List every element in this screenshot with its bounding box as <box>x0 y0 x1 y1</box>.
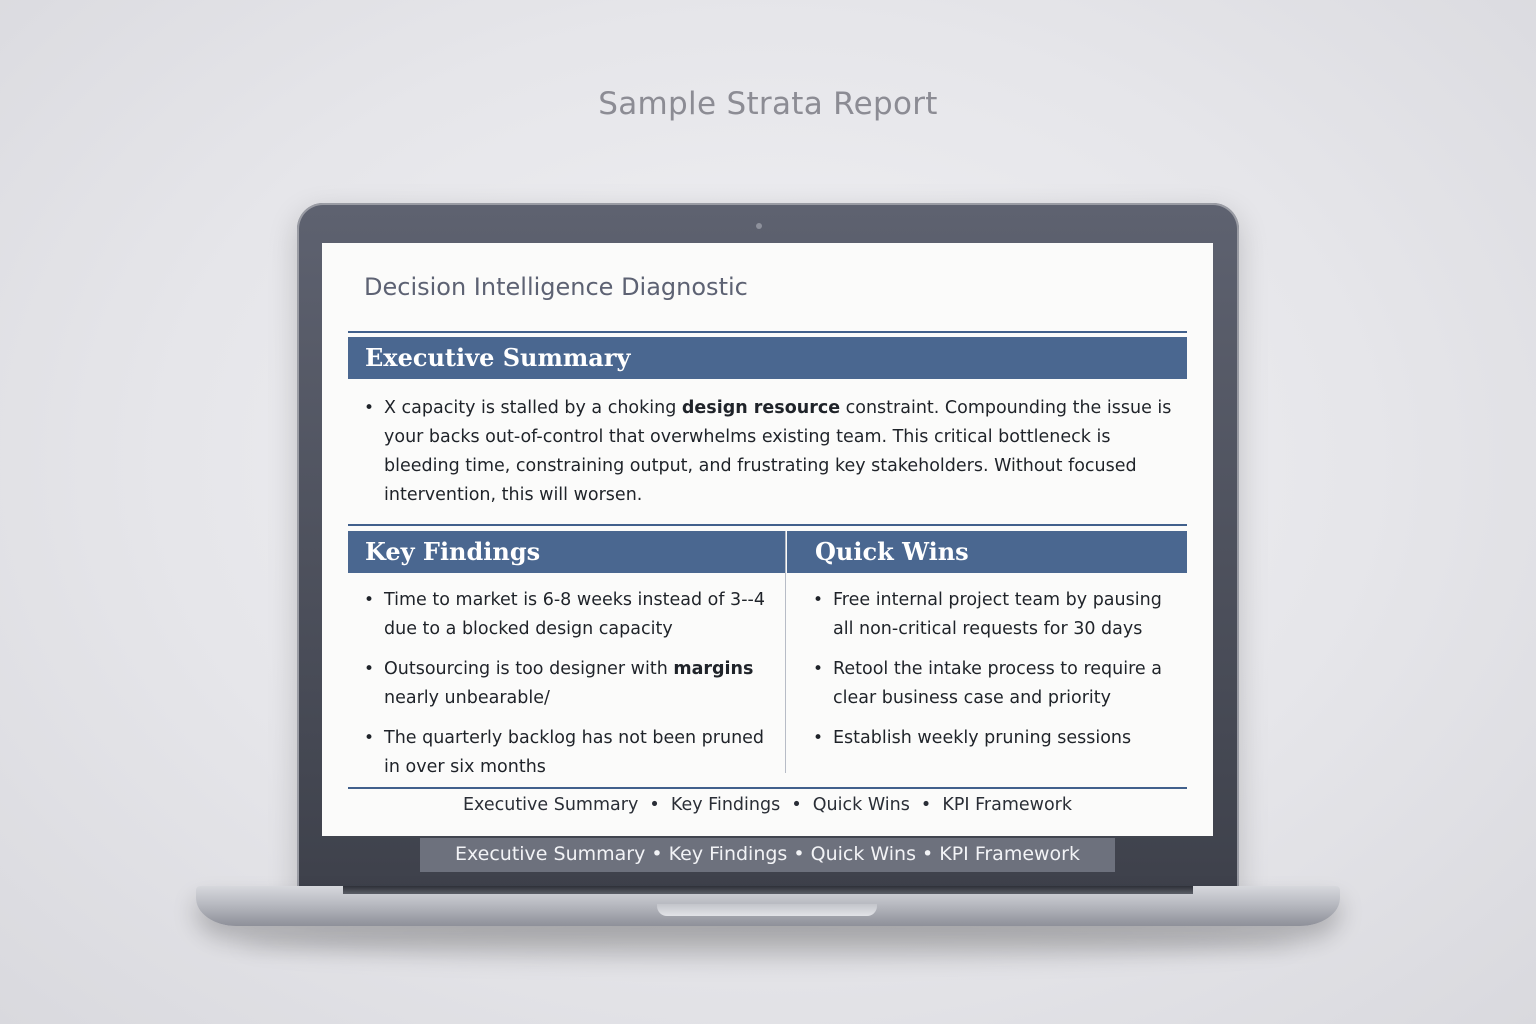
bezel-caption: Executive Summary • Key Findings • Quick Wins • KPI Framework <box>420 838 1115 872</box>
key-findings-list <box>364 586 774 793</box>
list-item: • Establish weekly pruning sessions <box>813 724 1183 753</box>
webcam-icon <box>756 223 762 229</box>
quick-wins-list <box>813 586 1183 764</box>
list-item: • Retool the intake process to require a clear business case and priority <box>813 655 1183 713</box>
laptop-screen <box>322 243 1213 836</box>
list-item: • The quarterly backlog has not been pruned in over six months <box>364 724 774 782</box>
list-item <box>364 655 774 713</box>
summary-text-start: X capacity is stalled by a choking <box>384 398 682 418</box>
summary-text-bold: design resource <box>681 398 841 418</box>
section-rule <box>348 524 1187 526</box>
list-item: • Time to market is 6-8 weeks instead of 3--4 due to a blocked design capacity <box>364 586 774 644</box>
laptop-shadow <box>240 922 1296 962</box>
laptop-notch <box>657 904 877 916</box>
list-item <box>364 394 1174 510</box>
finding-text-end: nearly unbearable/ <box>384 688 550 708</box>
executive-summary-heading: Executive Summary <box>348 337 1187 379</box>
keyboard-strip <box>343 886 1193 894</box>
document-title: Decision Intelligence Diagnostic <box>364 273 748 301</box>
finding-text-bold: margins <box>673 659 754 679</box>
key-findings-heading: Key Findings <box>348 531 785 573</box>
column-divider <box>785 531 786 773</box>
list-item: • Free internal project team by pausing all non-critical requests for 30 days <box>813 586 1183 644</box>
executive-summary-list <box>364 394 1174 510</box>
quick-wins-heading: Quick Wins <box>787 531 1187 573</box>
banner-title: Sample Strata Report <box>598 86 938 122</box>
summary-text-end: constraint. Compounding the issue is your backs out-of-control that overwhelms existing team. This critical bottleneck is bleeding time, constraining output, and frustrating key stakeholders. Without focused intervention, this will worsen. <box>384 398 1172 505</box>
footer-nav: Executive Summary • Key Findings • Quick Wins • KPI Framework <box>462 795 1073 815</box>
section-rule <box>348 331 1187 333</box>
finding-text-start: Outsourcing is too designer with <box>384 659 674 679</box>
footer-rule <box>348 787 1187 789</box>
